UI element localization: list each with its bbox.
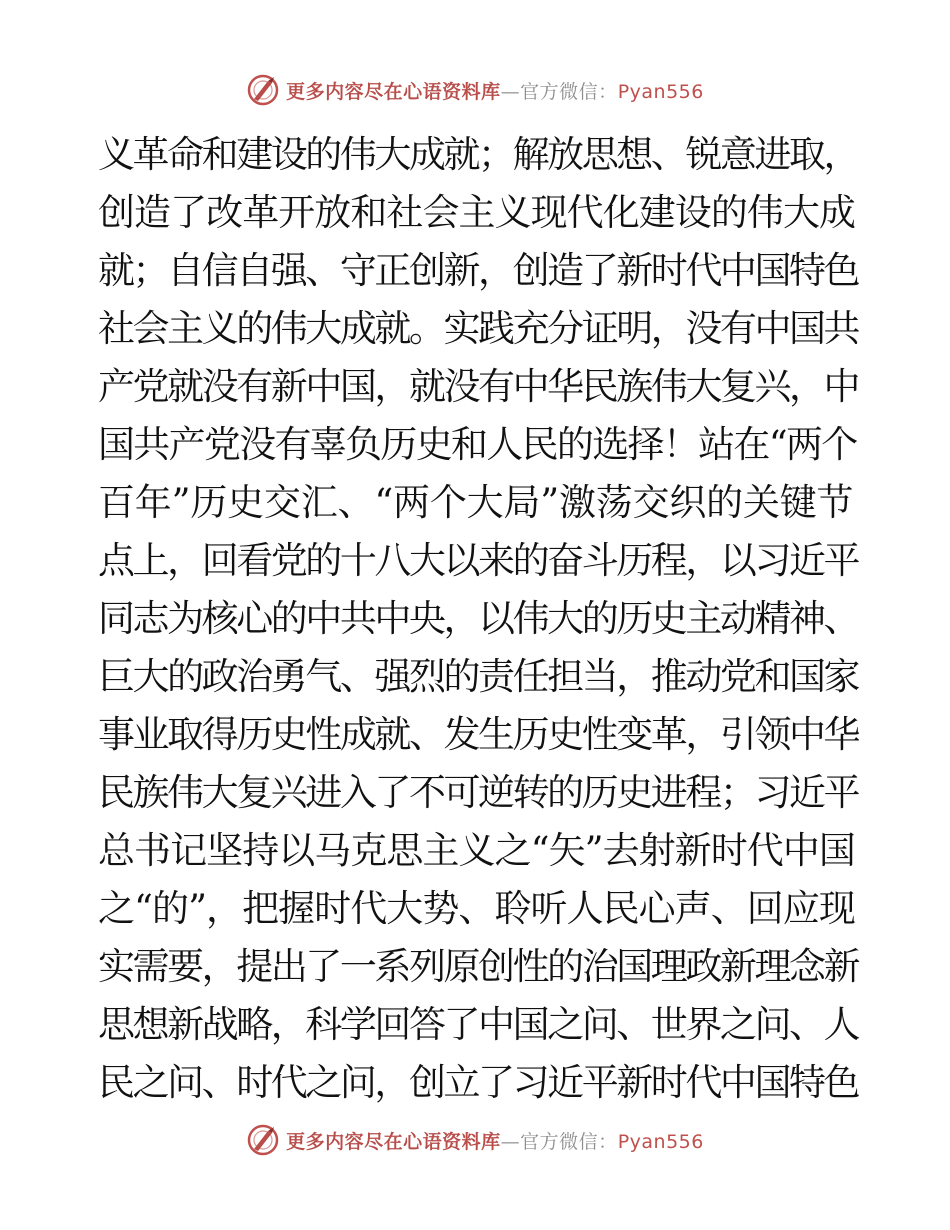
text-line: 总书记坚持以马克思主义之“矢”去射新时代中国 (98, 829, 855, 872)
quill-pen-logo-icon (246, 1123, 280, 1157)
watermark-text (286, 1127, 704, 1154)
text-line: 百年”历史交汇、“两个大局”激荡交织的关键节 (98, 481, 854, 524)
text-line: 义革命和建设的伟大成就；解放思想、锐意进取， (98, 133, 859, 176)
footer-watermark (0, 1120, 950, 1160)
text-line: 创造了改革开放和社会主义现代化建设的伟大成 (98, 191, 856, 234)
watermark-main-text: 更多内容尽在心语资料库 (286, 1130, 501, 1153)
watermark-main-text: 更多内容尽在心语资料库 (286, 80, 501, 103)
watermark-text (286, 77, 704, 104)
text-line: 之“的”，把握时代大势、聆听人民心声、回应现 (98, 887, 855, 930)
text-line: 民之问、时代之问，创立了习近平新时代中国特色 (98, 1061, 859, 1104)
quill-pen-logo-icon (246, 73, 280, 107)
text-line: 实需要，提出了一系列原创性的治国理政新理念新 (98, 945, 859, 988)
text-line: 社会主义的伟大成就。实践充分证明，没有中国共 (98, 307, 859, 350)
watermark-wechat-handle: Pyan556 (617, 80, 704, 103)
text-line: 点上，回看党的十八大以来的奋斗历程，以习近平 (98, 539, 859, 582)
text-line: 国共产党没有辜负历史和人民的选择！站在“两个 (98, 423, 857, 466)
text-line: 就；自信自强、守正创新，创造了新时代中国特色 (98, 249, 859, 292)
body-paragraph (98, 126, 858, 1112)
watermark-wechat-label: 官方微信： (520, 1130, 618, 1153)
watermark-separator: — (500, 1130, 521, 1153)
watermark-wechat-handle: Pyan556 (617, 1130, 704, 1153)
watermark-separator: — (500, 80, 521, 103)
text-line: 同志为核心的中共中央，以伟大的历史主动精神、 (98, 597, 859, 640)
watermark-wechat-label: 官方微信： (520, 80, 618, 103)
text-line: 思想新战略，科学回答了中国之问、世界之问、人 (98, 1003, 859, 1046)
text-line: 民族伟大复兴进入了不可逆转的历史进程；习近平 (98, 771, 859, 814)
text-line: 产党就没有新中国，就没有中华民族伟大复兴，中 (98, 365, 859, 408)
header-watermark (0, 70, 950, 110)
text-line: 巨大的政治勇气、强烈的责任担当，推动党和国家 (98, 655, 859, 698)
text-line: 事业取得历史性成就、发生历史性变革，引领中华 (98, 713, 859, 756)
